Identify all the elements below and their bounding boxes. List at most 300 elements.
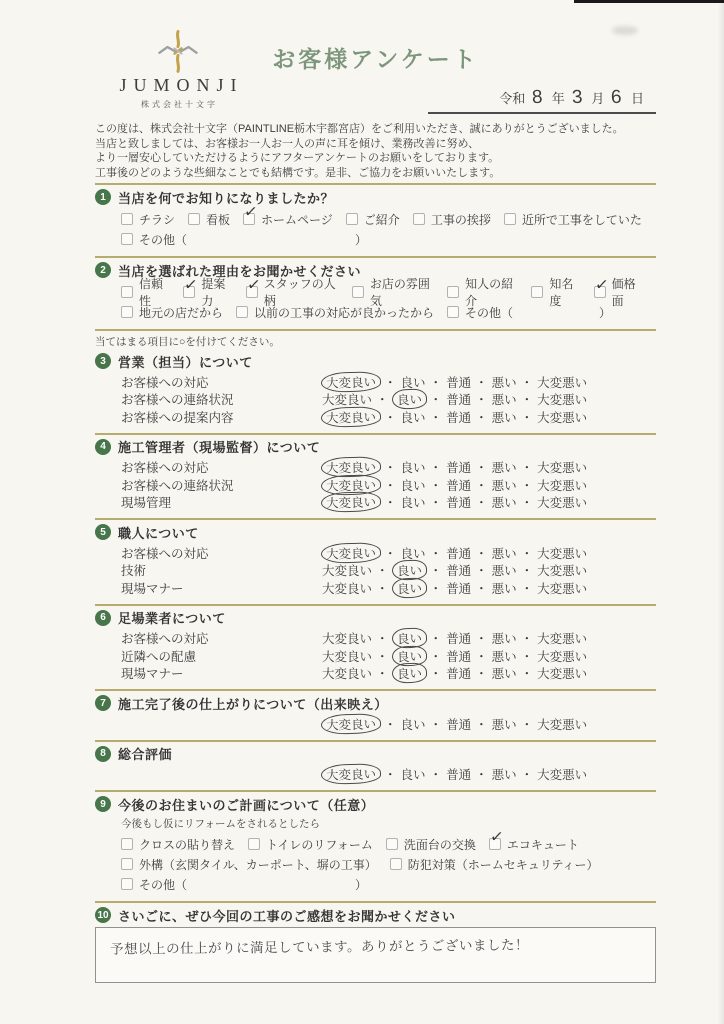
checkbox-option[interactable] (121, 304, 223, 321)
rating-row (95, 408, 656, 426)
checkbox[interactable] (386, 838, 398, 850)
checkbox[interactable] (531, 286, 543, 298)
rating-separator: ・ (520, 375, 534, 390)
rating-option[interactable]: 悪い (491, 717, 517, 732)
rating-option-circled[interactable]: 大変良い (321, 406, 382, 428)
checkbox-option[interactable] (346, 211, 400, 228)
question-title: 施工完了後の仕上がりについて（出来映え） (118, 696, 388, 712)
form-header (95, 28, 656, 116)
page-title: お客様アンケート (272, 46, 479, 72)
rating-option[interactable]: 普通 (446, 375, 472, 390)
question-header (95, 438, 656, 456)
rating-separator: ・ (429, 581, 443, 596)
rating-option[interactable]: 普通 (446, 564, 472, 579)
rating-category-label: 近隣への配慮 (121, 649, 197, 664)
rating-option[interactable]: 大変悪い (537, 546, 588, 561)
rating-option[interactable]: 普通 (446, 649, 472, 664)
checkbox[interactable] (121, 878, 133, 890)
section-divider (95, 183, 656, 185)
rating-group (95, 544, 656, 597)
rating-option[interactable]: 大変良い (322, 632, 373, 647)
question-title: 当店を選ばれた理由をお聞かせください (118, 263, 362, 279)
question-header (95, 188, 656, 206)
rating-separator: ・ (429, 768, 443, 783)
rating-option[interactable]: 普通 (446, 632, 472, 647)
question-title: 職人について (118, 525, 199, 541)
question-header (95, 609, 656, 627)
checkbox[interactable] (489, 828, 505, 850)
rating-separator: ・ (429, 667, 443, 682)
checkbox-label: お店の雰囲気 (369, 277, 430, 308)
rating-options (321, 407, 588, 427)
rating-separator: ・ (429, 564, 443, 579)
handwritten-comment: 予想以上の仕上がりに満足しています。ありがとうございました！ (109, 937, 530, 957)
question-header (95, 745, 656, 763)
checkbox-label-close-paren: ） (599, 305, 612, 320)
checkbox-option[interactable] (243, 203, 333, 228)
checkbox[interactable] (504, 213, 516, 225)
checkbox-label-close-paren: ） (355, 877, 368, 892)
rating-category-label: 現場マナー (121, 581, 184, 596)
rating-separator: ・ (520, 461, 534, 476)
rating-options (321, 714, 588, 734)
checkbox-option[interactable] (188, 211, 230, 228)
rating-option[interactable]: 悪い (491, 768, 517, 783)
checkbox-option[interactable] (386, 836, 476, 853)
rating-row (95, 579, 656, 597)
checkbox-label: 以前の工事の対応が良かったから (254, 305, 435, 320)
company-logo (97, 28, 259, 110)
rating-option-circled[interactable]: 大変良い (321, 456, 382, 478)
question-number-badge: 2 (95, 262, 111, 278)
rating-option-circled[interactable]: 大変良い (321, 491, 382, 513)
rating-category-label: 技術 (121, 564, 147, 579)
rating-row (95, 494, 656, 512)
rating-option[interactable]: 良い (400, 375, 426, 390)
rating-separator: ・ (429, 649, 443, 664)
rating-option-circled[interactable]: 良い (391, 560, 427, 581)
checkbox-option[interactable] (390, 856, 599, 873)
rating-option[interactable]: 大変悪い (537, 564, 588, 579)
rating-separator: ・ (520, 632, 534, 647)
scan-edge-shadow (718, 0, 724, 1024)
question-4 (95, 438, 656, 516)
rating-option[interactable]: 大変悪い (537, 393, 588, 408)
rating-row (95, 562, 656, 580)
question-number-badge: 10 (95, 907, 111, 923)
rating-separator: ・ (520, 564, 534, 579)
rating-group (95, 766, 656, 784)
rating-option[interactable]: 良い (400, 410, 426, 425)
intro-line: この度は、株式会社十文字（PAINTLINE栃木宇都宮店）をご利用いただき、誠にありがとうございました。 (95, 123, 624, 135)
rating-options (321, 492, 588, 512)
rating-option-circled[interactable]: 大変良い (321, 474, 382, 496)
rating-row (95, 665, 656, 683)
checkbox-row (121, 854, 656, 874)
rating-option[interactable]: 良い (400, 546, 426, 561)
rating-option[interactable]: 普通 (446, 461, 472, 476)
rating-option[interactable]: 悪い (491, 375, 517, 390)
rating-separator: ・ (376, 581, 389, 596)
intro-paragraph (95, 122, 656, 180)
checkbox[interactable] (236, 306, 248, 318)
rating-separator: ・ (475, 478, 488, 493)
checkbox[interactable] (245, 276, 261, 298)
rating-separator: ・ (429, 478, 443, 493)
rating-option-circled[interactable]: 良い (391, 663, 427, 684)
rating-category-label: お客様への連絡状況 (121, 478, 234, 493)
rating-separator: ・ (384, 375, 397, 390)
rating-category-label: お客様への対応 (121, 546, 209, 561)
scan-artifact-streak (574, 0, 724, 3)
rating-option[interactable]: 悪い (491, 564, 517, 579)
intro-line: 工事後のどのような些細なことでも結構です。是非、ご協力をお願いいたします。 (95, 166, 501, 179)
section-divider (95, 790, 656, 792)
rating-option[interactable]: 悪い (491, 461, 517, 476)
rating-separator: ・ (520, 581, 534, 596)
rating-separator: ・ (429, 461, 443, 476)
rating-separator: ・ (520, 546, 534, 561)
question-header (95, 694, 656, 712)
rating-row (95, 766, 656, 784)
checkbox-label-close-paren: ） (355, 232, 368, 247)
question-1 (95, 188, 656, 253)
rating-option[interactable]: 大変悪い (537, 410, 588, 425)
rating-option-circled[interactable]: 大変良い (321, 763, 382, 785)
checkbox-option[interactable] (489, 828, 579, 853)
checkbox-label: ご紹介 (363, 212, 400, 227)
rating-separator: ・ (384, 461, 397, 476)
rating-separator: ・ (376, 632, 389, 647)
question-7 (95, 694, 656, 737)
rating-option[interactable]: 普通 (446, 581, 472, 596)
rating-separator: ・ (475, 393, 488, 408)
checkbox-label: 知名度 (549, 277, 574, 308)
checkbox[interactable] (121, 858, 133, 870)
rating-option[interactable]: 悪い (491, 393, 517, 408)
question-title: さいごに、ぜひ今回の工事のご感想をお聞かせください (118, 908, 456, 924)
question-number-badge: 7 (95, 695, 111, 711)
date-day-handwritten: 6 (610, 86, 623, 109)
rating-row (95, 459, 656, 477)
checkbox-label: トイレのリフォーム (266, 837, 373, 852)
rating-option-circled[interactable]: 良い (391, 389, 427, 410)
rating-separator: ・ (475, 564, 488, 579)
checkbox-label: スタッフの人柄 (263, 277, 336, 308)
checkbox-label: 洗面台の交換 (403, 837, 476, 852)
date-field[interactable] (428, 87, 656, 114)
checkbox-option[interactable] (121, 836, 235, 853)
checkbox-option[interactable] (504, 211, 642, 228)
checkbox-group (95, 203, 656, 249)
checkbox-row (121, 302, 656, 322)
checkbox[interactable] (352, 286, 364, 298)
rating-option[interactable]: 悪い (491, 478, 517, 493)
question-title: 当店を何でお知りになりましたか？ (118, 190, 335, 206)
rating-option[interactable]: 大変良い (322, 564, 373, 579)
date-day-unit: 日 (630, 91, 644, 106)
checkbox-row (121, 874, 656, 894)
question-subtitle: 今後もし仮にリフォームをされるとしたら (121, 818, 320, 830)
checkbox-option[interactable] (236, 304, 434, 321)
rating-separator: ・ (520, 410, 534, 425)
checkbox-label: 看板 (206, 212, 231, 227)
rating-option[interactable]: 普通 (446, 667, 472, 682)
rating-option[interactable]: 良い (400, 461, 426, 476)
question-10 (95, 906, 656, 987)
rating-options (321, 764, 588, 784)
rating-option-circled[interactable]: 良い (391, 645, 427, 666)
rating-separator: ・ (384, 717, 397, 732)
rating-option[interactable]: 普通 (446, 546, 472, 561)
section-divider (95, 518, 656, 520)
rating-separator: ・ (520, 717, 534, 732)
question-8 (95, 745, 656, 788)
rating-option[interactable]: 大変良い (322, 667, 373, 682)
checkbox-option[interactable] (248, 836, 373, 853)
rating-option[interactable]: 大変悪い (537, 649, 588, 664)
date-month-handwritten: 3 (571, 86, 583, 109)
question-number-badge: 5 (95, 524, 111, 540)
section-divider (95, 740, 656, 742)
rating-option[interactable]: 普通 (446, 496, 472, 511)
rating-option[interactable]: 普通 (446, 410, 472, 425)
rating-separator: ・ (520, 496, 534, 511)
rating-separator: ・ (429, 632, 443, 647)
rating-separator: ・ (429, 546, 443, 561)
section-divider (95, 433, 656, 435)
checkbox-label: 外構（玄関タイル、カーポート、塀の工事） (139, 857, 377, 872)
date-year-handwritten: 8 (531, 86, 544, 109)
rating-category-label: お客様への対応 (121, 632, 209, 647)
rating-row (95, 630, 656, 648)
question-title: 足場業者について (118, 611, 226, 626)
rating-instruction-note: 当てはまる項目に○を付けてください。 (95, 336, 280, 348)
rating-category-label: お客様への対応 (121, 375, 209, 390)
checkbox[interactable] (243, 203, 259, 225)
rating-option[interactable]: 大変悪い (537, 632, 588, 647)
question-number-badge: 8 (95, 746, 111, 762)
intro-line: 当店と致しましては、お客様お一人お一人の声に耳を傾け、業務改善に努め、 (95, 137, 480, 150)
question-2 (95, 261, 656, 326)
question-9 (95, 795, 656, 898)
checkbox-label: 地元の店だから (139, 305, 224, 320)
checkbox-label: ホームページ (261, 212, 333, 227)
checkbox[interactable] (248, 838, 260, 850)
checkmark-icon: ✓ (183, 276, 199, 295)
rating-separator: ・ (475, 717, 488, 732)
rating-option[interactable]: 悪い (491, 581, 517, 596)
rating-separator: ・ (520, 768, 534, 783)
checkbox[interactable] (121, 213, 133, 225)
rating-option[interactable]: 悪い (491, 667, 517, 682)
question-header (95, 352, 656, 370)
checkbox-label: その他（ (139, 877, 188, 892)
checkbox-option[interactable] (121, 876, 367, 893)
checkmark-icon: ✓ (245, 276, 261, 295)
rating-row (95, 715, 656, 733)
rating-category-label: お客様への連絡状況 (121, 393, 234, 408)
rating-group (95, 373, 656, 426)
company-name-jp: 株式会社十文字 (141, 100, 218, 109)
checkbox-option[interactable] (121, 231, 367, 248)
checkbox[interactable] (121, 286, 133, 298)
rating-separator: ・ (475, 546, 488, 561)
rating-separator: ・ (429, 393, 443, 408)
rating-separator: ・ (520, 649, 534, 664)
checkbox-row (121, 276, 656, 308)
checkbox-label: 知人の紹介 (465, 277, 514, 308)
rating-row (95, 373, 656, 391)
checkbox-option[interactable] (121, 856, 377, 873)
rating-option[interactable]: 大変良い (322, 581, 373, 596)
checkbox-row (121, 229, 656, 249)
checkbox-label: その他（ (465, 305, 514, 320)
rating-option[interactable]: 大変悪い (537, 496, 588, 511)
rating-option[interactable]: 大変悪い (537, 581, 588, 596)
rating-option-circled[interactable]: 大変良い (321, 542, 382, 564)
checkbox-option[interactable] (413, 211, 491, 228)
rating-option-circled[interactable]: 大変良い (321, 371, 382, 393)
date-era-label: 令和 (499, 91, 526, 106)
question-3 (95, 352, 656, 430)
question-header (95, 795, 656, 813)
rating-option-circled[interactable]: 大変良い (321, 713, 382, 735)
section-divider (95, 604, 656, 606)
checkbox-label: 価格面 (611, 277, 636, 308)
rating-separator: ・ (475, 410, 488, 425)
rating-option[interactable]: 悪い (491, 649, 517, 664)
question-title: 総合評価 (118, 747, 173, 762)
rating-separator: ・ (520, 667, 534, 682)
jumonji-cross-icon (97, 28, 259, 74)
checkbox-label: その他（ (139, 232, 188, 247)
checkbox-row (121, 203, 656, 229)
checkbox[interactable] (346, 213, 358, 225)
rating-option[interactable]: 悪い (491, 410, 517, 425)
rating-option[interactable]: 悪い (491, 546, 517, 561)
rating-separator: ・ (384, 478, 397, 493)
rating-option[interactable]: 大変悪い (537, 375, 588, 390)
checkbox[interactable] (188, 213, 200, 225)
rating-separator: ・ (384, 496, 397, 511)
rating-separator: ・ (384, 410, 397, 425)
company-name-en: JUMONJI (119, 75, 244, 95)
rating-row (95, 647, 656, 665)
rating-options (321, 663, 588, 683)
checkbox[interactable] (121, 306, 133, 318)
rating-group (95, 459, 656, 512)
rating-separator: ・ (475, 375, 488, 390)
rating-option[interactable]: 大変悪い (537, 717, 588, 732)
checkbox-option[interactable] (447, 304, 611, 321)
rating-option[interactable]: 良い (400, 496, 426, 511)
checkbox-group (95, 828, 656, 894)
question-header (95, 906, 656, 924)
checkbox[interactable] (413, 213, 425, 225)
checkbox[interactable] (390, 858, 402, 870)
checkbox-option[interactable] (121, 211, 175, 228)
rating-option[interactable]: 大変良い (322, 649, 373, 664)
rating-option[interactable]: 大変悪い (537, 461, 588, 476)
rating-separator: ・ (429, 496, 443, 511)
checkbox[interactable] (121, 838, 133, 850)
rating-separator: ・ (429, 717, 443, 732)
section-divider (95, 689, 656, 691)
rating-separator: ・ (429, 410, 443, 425)
checkbox-label: クロスの貼り替え (139, 837, 236, 852)
checkbox[interactable] (593, 276, 609, 298)
rating-separator: ・ (429, 375, 443, 390)
rating-option[interactable]: 普通 (446, 393, 472, 408)
rating-option[interactable]: 普通 (446, 768, 472, 783)
question-number-badge: 9 (95, 796, 111, 812)
question-number-badge: 6 (95, 610, 111, 626)
checkmark-icon: ✓ (489, 828, 505, 847)
rating-option[interactable]: 悪い (491, 632, 517, 647)
checkbox-label: 信頼性 (139, 277, 164, 308)
rating-option[interactable]: 良い (400, 768, 426, 783)
question-title: 営業（担当）について (118, 354, 253, 370)
rating-option[interactable]: 大変悪い (537, 478, 588, 493)
question-5 (95, 523, 656, 601)
rating-option[interactable]: 普通 (446, 717, 472, 732)
section-divider (95, 901, 656, 903)
intro-line: より一層安心していただけるようにアフターアンケートのお願いをしております。 (95, 152, 500, 164)
question-header (95, 523, 656, 541)
rating-separator: ・ (520, 393, 534, 408)
rating-option[interactable]: 悪い (491, 496, 517, 511)
rating-option[interactable]: 大変良い (322, 393, 373, 408)
date-month-unit: 月 (591, 91, 605, 106)
rating-option[interactable]: 大変悪い (537, 768, 588, 783)
rating-option[interactable]: 良い (400, 717, 426, 732)
rating-options (321, 578, 588, 598)
checkbox[interactable] (183, 276, 199, 298)
checkmark-icon: ✓ (593, 276, 609, 295)
checkbox-label: チラシ (139, 212, 176, 227)
rating-separator: ・ (376, 393, 389, 408)
rating-option[interactable]: 良い (400, 478, 426, 493)
question-number-badge: 1 (95, 189, 111, 205)
comment-box[interactable] (95, 927, 656, 983)
rating-option[interactable]: 大変悪い (537, 667, 588, 682)
section-divider (95, 329, 656, 331)
rating-group (95, 630, 656, 683)
date-year-unit: 年 (551, 91, 565, 106)
checkbox[interactable] (447, 306, 459, 318)
rating-option[interactable]: 普通 (446, 478, 472, 493)
rating-row (95, 476, 656, 494)
checkbox-row (121, 828, 656, 854)
checkbox[interactable] (121, 233, 133, 245)
rating-option-circled[interactable]: 良い (391, 577, 427, 598)
checkbox[interactable] (447, 286, 459, 298)
rating-separator: ・ (475, 496, 488, 511)
rating-row (95, 391, 656, 409)
rating-separator: ・ (475, 649, 488, 664)
rating-separator: ・ (376, 649, 389, 664)
checkbox-label: 防犯対策（ホームセキュリティー） (407, 857, 599, 872)
question-title: 今後のお住まいのご計画について（任意） (118, 797, 375, 813)
rating-separator: ・ (475, 581, 488, 596)
rating-separator: ・ (475, 461, 488, 476)
rating-option-circled[interactable]: 良い (391, 628, 427, 649)
rating-separator: ・ (520, 478, 534, 493)
section-divider (95, 256, 656, 258)
rating-category-label: お客様への提案内容 (121, 410, 234, 425)
question-title: 施工管理者（現場監督）について (118, 440, 321, 455)
